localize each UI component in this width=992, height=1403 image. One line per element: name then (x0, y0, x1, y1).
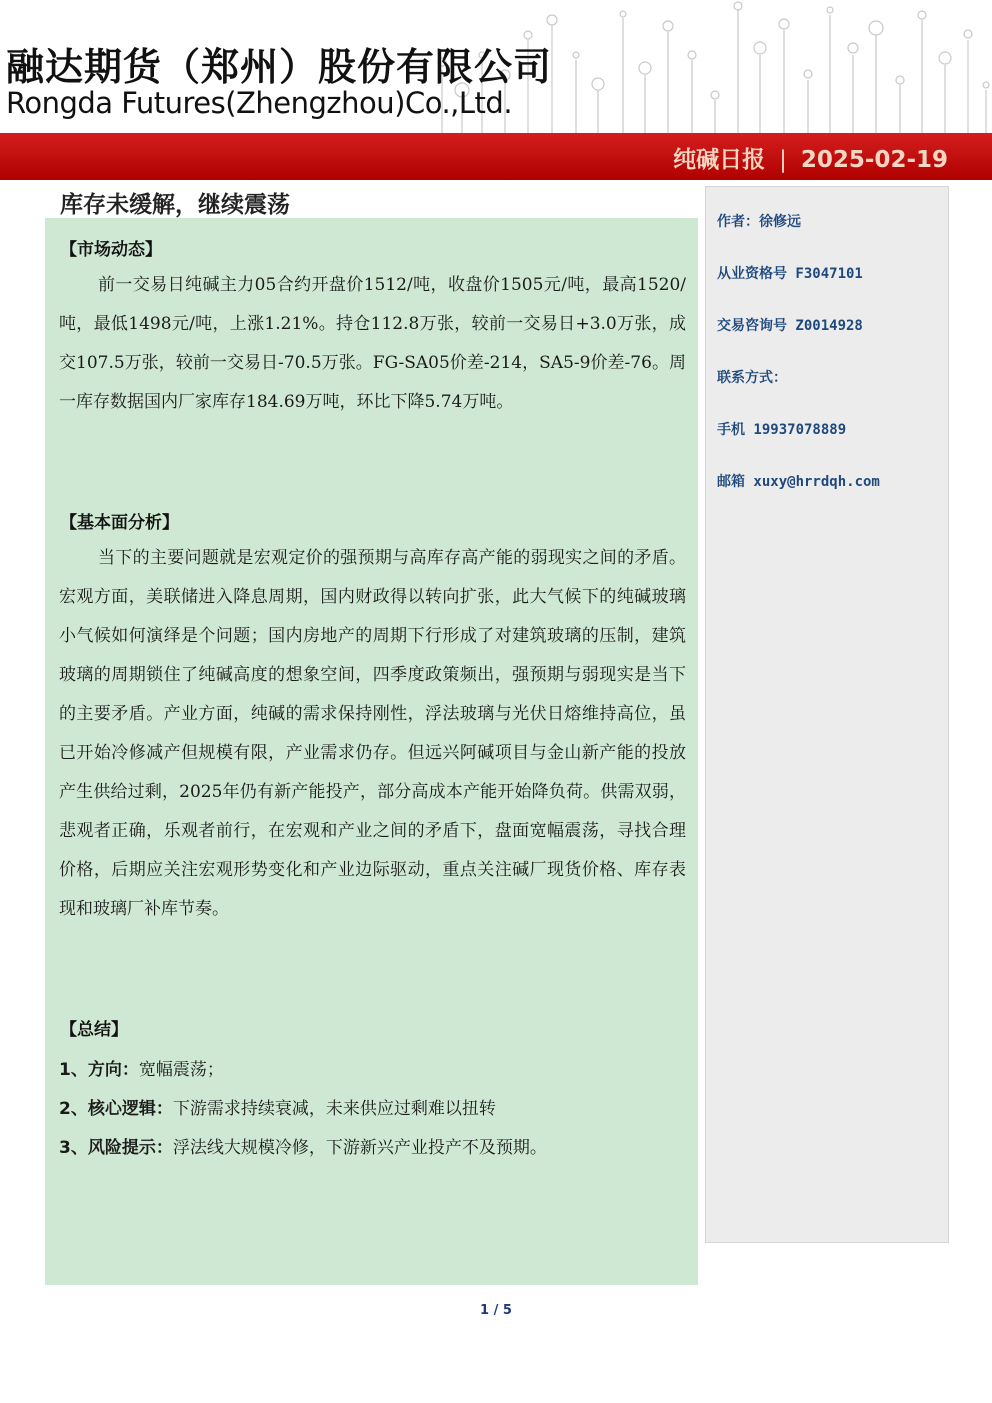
company-name-en: Rongda Futures(Zhengzhou)Co.,Ltd. (6, 86, 513, 120)
contact-label: 联系方式： (717, 370, 787, 386)
report-name: 纯碱日报 (673, 147, 766, 173)
summary-item-text: 浮法线大规模冷修，下游新兴产业投产不及预期。 (172, 1138, 547, 1158)
summary-item-label: 1、方向： (59, 1060, 139, 1080)
email-address: 邮箱 xuxy@hrrdqh.com (717, 474, 880, 490)
summary-item-text: 下游需求持续衰减，未来供应过剩难以扭转 (172, 1099, 496, 1119)
summary-item-text: 宽幅震荡； (138, 1060, 224, 1080)
fundamental-heading: 【基本面分析】 (60, 513, 179, 533)
summary-heading: 【总结】 (60, 1020, 128, 1040)
consult-number: 交易咨询号 Z0014928 (717, 318, 863, 334)
fundamental-paragraph: 当下的主要问题就是宏观定价的强预期与高库存高产能的弱现实之间的矛盾。宏观方面，美联储进入降息周期，国内财政得以转向扩张，此大气候下的纯碱玻璃小气候如何演绎是个问题；国内房地产的周期下行形成了对建筑玻璃的压制，建筑玻璃的周期锁住了纯碱高度的想象空间，四季度政策频出，强预期与弱现实是当下的主要矛盾。产业方面，纯碱的需求保持刚性，浮法玻璃与光伏日熔维持高位，虽已开始冷修减产但规模有限，产业需求仍存。但远兴阿碱项目与金山新产能的投放产生供给过剩，2025年仍有新产能投产，部分高成本产能开始降负荷。供需双弱，悲观者正确，乐观者前行，在宏观和产业之间的矛盾下，盘面宽幅震荡，寻找合理价格，后期应关注宏观形势变化和产业边际驱动，重点关注碱厂现货价格、库存表现和玻璃厂补库节奏。 (59, 548, 686, 919)
author-name: 作者：徐修远 (717, 214, 801, 230)
banner-separator: | (779, 147, 787, 173)
company-name-cn: 融达期货（郑州）股份有限公司 (6, 45, 553, 89)
summary-item-label: 2、核心逻辑： (59, 1099, 173, 1119)
market-paragraph: 前一交易日纯碱主力05合约开盘价1512/吨，收盘价1505元/吨，最高1520/吨，最低1498元/吨，上涨1.21%。持仓112.8万张，较前一交易日+3.0万张，成交107.5万张，较前一交易日-70.5万张。FG-SA05价差-214，SA5-9价差-76。周一库存数据国内厂家库存184.69万吨，环比下降5.74万吨。 (59, 275, 686, 412)
summary-item-label: 3、风险提示： (59, 1138, 173, 1158)
qualification-number: 从业资格号 F3047101 (717, 266, 863, 282)
summary-item (59, 1094, 689, 1119)
author-sidebar (705, 186, 949, 1243)
phone-number: 手机 19937078889 (717, 422, 847, 438)
summary-item (59, 1055, 689, 1080)
market-heading: 【市场动态】 (60, 240, 162, 260)
report-date: 2025-02-19 (800, 147, 948, 173)
page-number: 1 / 5 (480, 1303, 512, 1318)
summary-item (59, 1133, 689, 1158)
report-title: 库存未缓解，继续震荡 (60, 192, 290, 218)
report-banner (673, 141, 948, 174)
